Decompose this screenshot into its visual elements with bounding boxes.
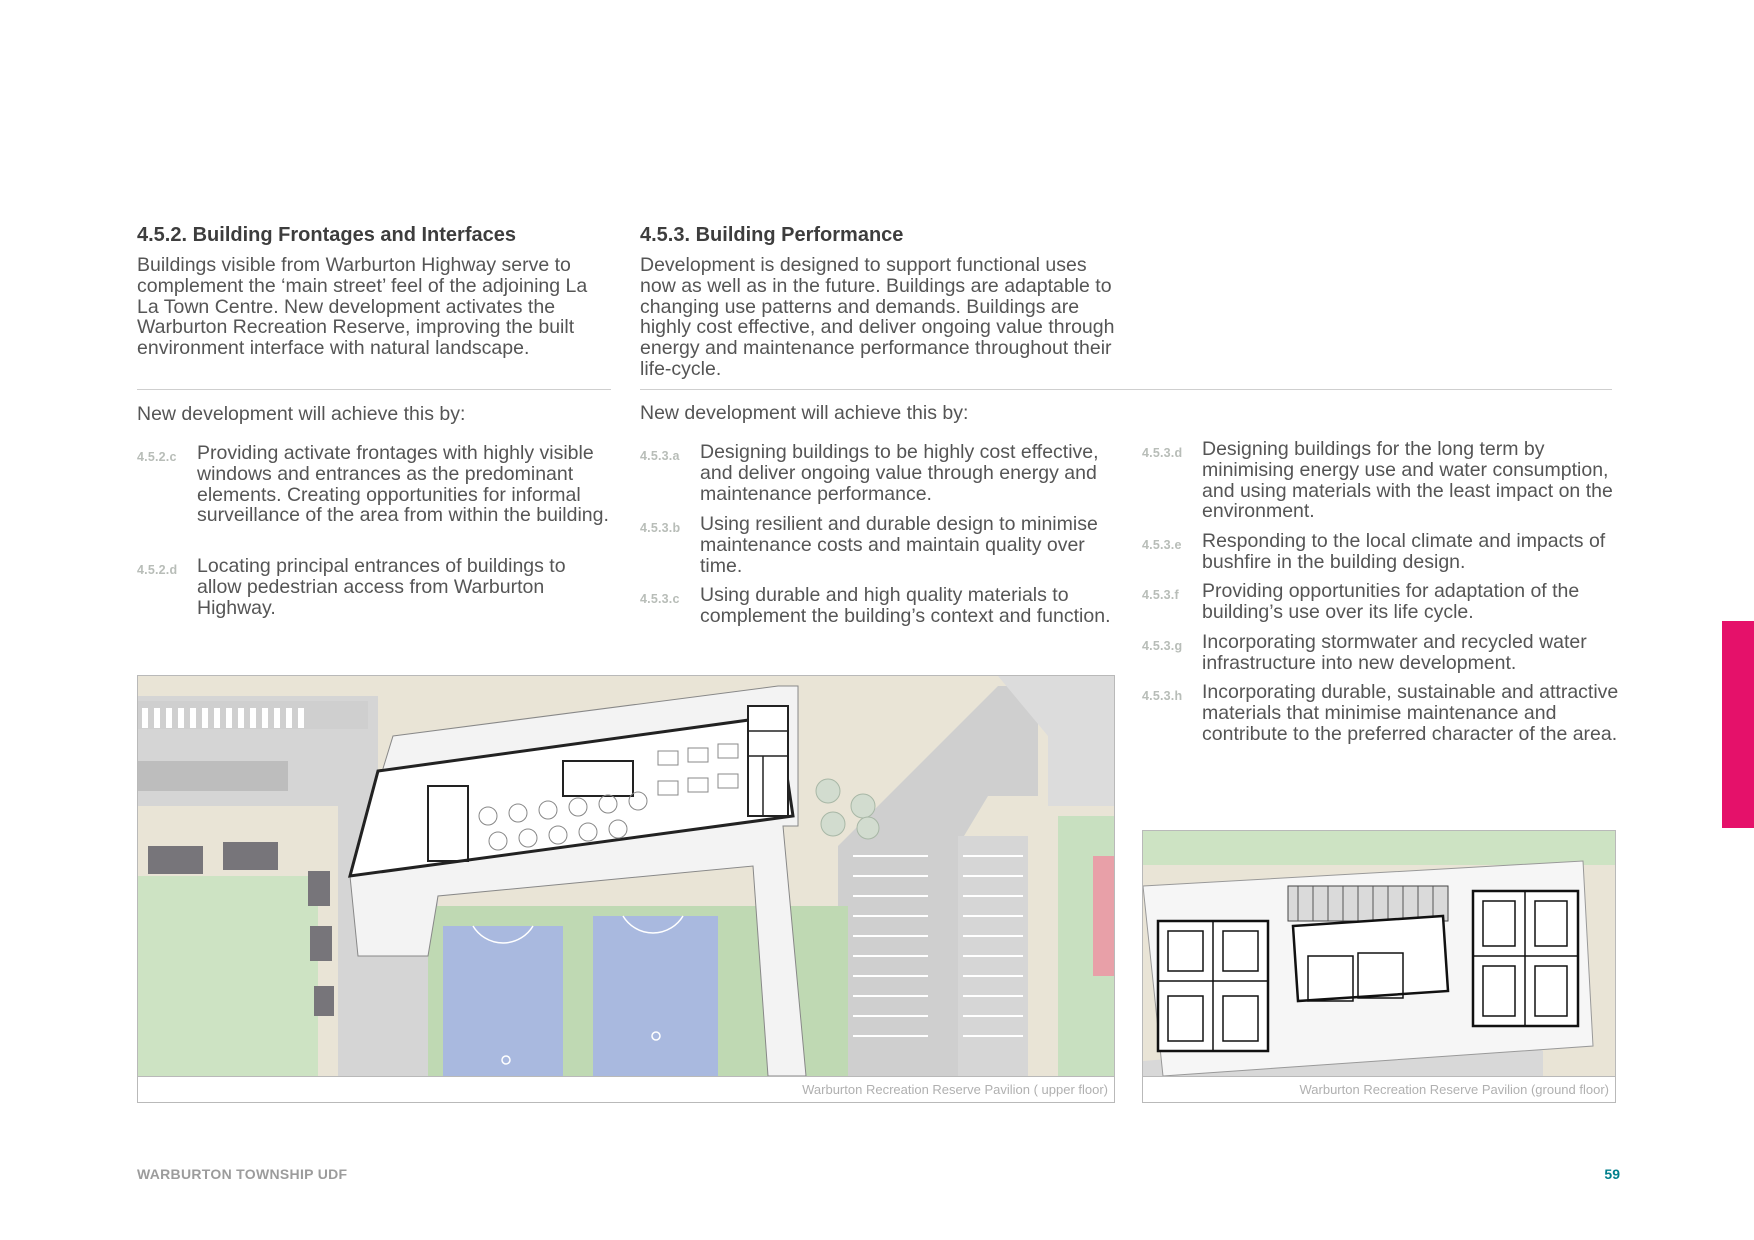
list-item	[1142, 439, 1620, 522]
section-453-lead: New development will achieve this by:	[640, 402, 969, 424]
item-text: Incorporating stormwater and recycled water infrastructure into new development.	[1202, 631, 1587, 674]
item-code: 4.5.3.b	[640, 521, 681, 535]
section-452-intro: Buildings visible from Warburton Highway serve to complement the ‘main street’ feel of the adjoining La La Town Centre. New development activates the Warburton Recreation Reserve, improving the built environment interface with natural landscape.	[137, 254, 588, 360]
item-text: Designing buildings for the long term by minimising energy use and water consumption, and using materials with the least impact on the environment.	[1202, 438, 1613, 523]
item-code: 4.5.3.c	[640, 592, 680, 606]
item-code: 4.5.3.d	[1142, 446, 1183, 460]
section-452	[137, 224, 607, 359]
item-code: 4.5.3.f	[1142, 588, 1179, 602]
ground-floor-plan-figure	[1142, 830, 1616, 1103]
item-text: Designing buildings to be highly cost effective, and deliver ongoing value through energy and maintenance performance.	[700, 441, 1099, 505]
caption-divider	[1143, 1076, 1615, 1077]
item-text: Using resilient and durable design to minimise maintenance costs and maintain quality over time.	[700, 513, 1098, 577]
item-text: Providing activate frontages with highly visible windows and entrances as the predominant elements. Creating opportunities for informal surveillance of the area from within the building.	[197, 442, 609, 527]
section-453-heading: 4.5.3. Building Performance	[640, 224, 904, 246]
item-code: 4.5.2.d	[137, 563, 178, 577]
item-text: Incorporating durable, sustainable and attractive materials that minimise maintenance and contribute to the preferred character of the area.	[1202, 681, 1619, 745]
ground-floor-caption: Warburton Recreation Reserve Pavilion (ground floor)	[1299, 1082, 1609, 1097]
upper-floor-plan-figure	[137, 675, 1115, 1103]
page-number: 59	[1604, 1166, 1620, 1182]
item-code: 4.5.3.h	[1142, 689, 1183, 703]
section-453-intro: Development is designed to support functional uses now as well as in the future. Buildings are adaptable to changing use patterns and demands. Buildings are highly cost effective, and deliver ongoing value through energy and maintenance performance throughout their life-cycle.	[640, 254, 1115, 380]
list-item	[1142, 531, 1620, 573]
list-item	[137, 556, 615, 618]
section-452-lead: New development will achieve this by:	[137, 403, 466, 425]
list-item	[1142, 632, 1620, 674]
divider-right	[640, 389, 1612, 390]
list-item	[1142, 682, 1620, 744]
list-item	[640, 585, 1116, 627]
section-453	[640, 224, 1120, 380]
document-title: WARBURTON TOWNSHIP UDF	[137, 1166, 348, 1182]
item-code: 4.5.3.a	[640, 449, 680, 463]
item-text: Providing opportunities for adaptation of the building’s use over its life cycle.	[1202, 580, 1580, 623]
upper-floor-site-plan	[138, 676, 1114, 1076]
item-code: 4.5.2.c	[137, 450, 177, 464]
divider-left	[137, 389, 611, 390]
list-item	[137, 443, 615, 526]
item-code: 4.5.3.e	[1142, 538, 1182, 552]
item-text: Locating principal entrances of buildings to allow pedestrian access from Warburton Highway.	[197, 555, 566, 619]
section-452-heading: 4.5.2. Building Frontages and Interfaces	[137, 224, 516, 246]
item-text: Responding to the local climate and impacts of bushfire in the building design.	[1202, 530, 1606, 573]
ground-floor-site-plan	[1143, 831, 1615, 1076]
list-item	[640, 442, 1116, 504]
item-code: 4.5.3.g	[1142, 639, 1183, 653]
caption-divider	[138, 1076, 1114, 1077]
item-text: Using durable and high quality materials to complement the building’s context and function.	[700, 584, 1111, 627]
section-tab-marker	[1722, 621, 1754, 828]
list-item	[640, 514, 1116, 576]
upper-floor-caption: Warburton Recreation Reserve Pavilion ( upper floor)	[802, 1082, 1108, 1097]
list-item	[1142, 581, 1620, 623]
